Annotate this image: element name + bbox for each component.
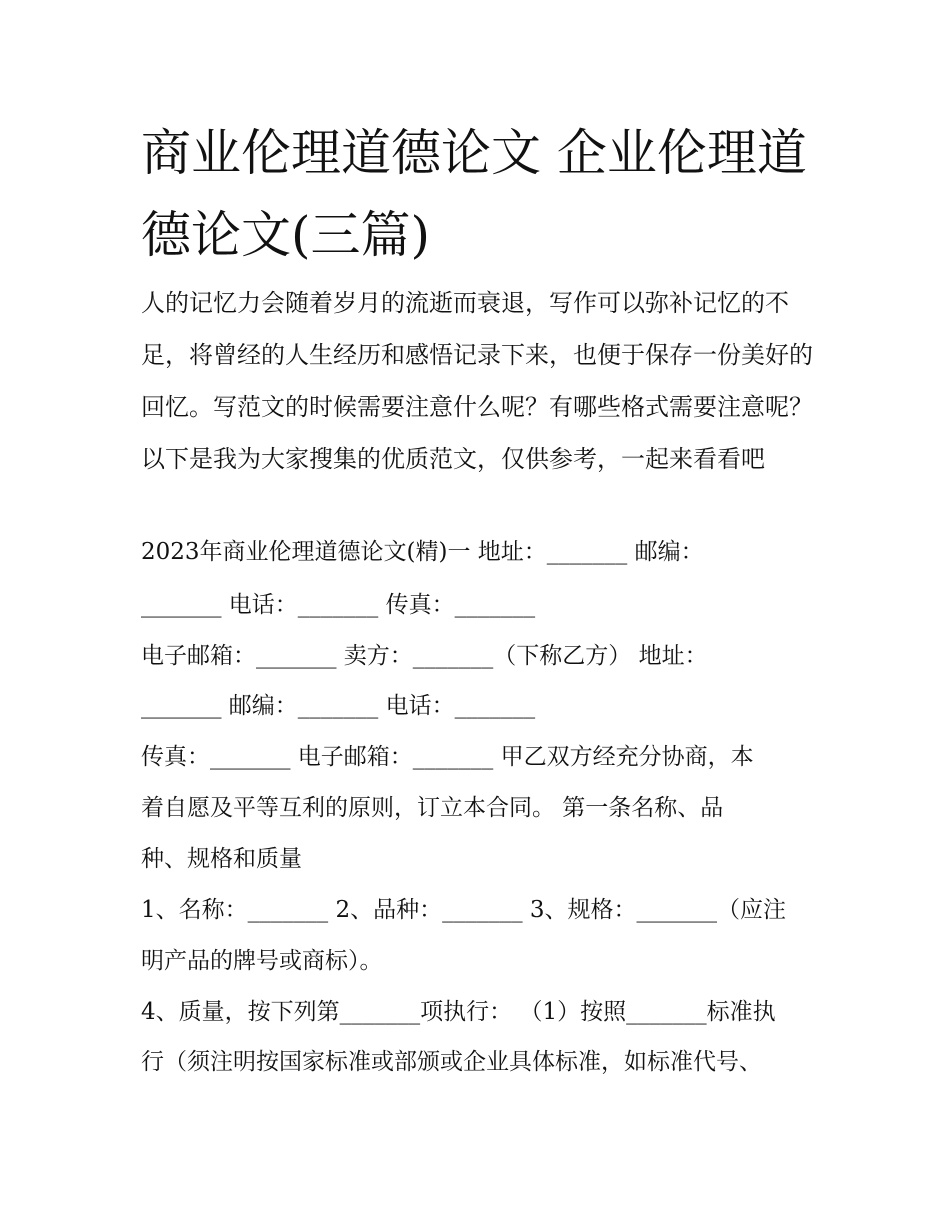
- contract-line-5: 传真：_______ 电子邮箱：_______ 甲乙双方经充分协商，本: [141, 744, 754, 770]
- intro-paragraph: 人的记忆力会随着岁月的流逝而衰退，写作可以弥补记忆的不足，将曾经的人生经历和感悟记录下来，也便于保存一份美好的回忆。写范文的时候需要注意什么呢？有哪些格式需要注意呢？以下是我为大家搜集的优质范文，仅供参考，一起来看看吧: [141, 289, 813, 473]
- contract-line-7: 种、规格和质量: [141, 846, 302, 872]
- contract-line-9: 明产品的牌号或商标）。: [141, 948, 383, 974]
- document-title: 商业伦理道德论文 企业伦理道德论文(三篇): [141, 124, 807, 264]
- contract-line-1: 2023年商业伦理道德论文(精)一 地址：_______ 邮编：: [141, 539, 704, 565]
- contract-line-4: _______ 邮编：_______ 电话：_______: [141, 693, 536, 719]
- contract-line-10: 4、质量，按下列第_______项执行： （1）按照_______标准执: [141, 999, 776, 1025]
- contract-line-3: 电子邮箱：_______ 卖方：_______（下称乙方） 地址：: [141, 643, 708, 669]
- contract-line-11: 行（须注明按国家标准或部颁或企业具体标准，如标准代号、: [141, 1049, 762, 1075]
- contract-line-2: _______ 电话：_______ 传真：_______: [141, 592, 536, 618]
- contract-line-6: 着自愿及平等互利的原则，订立本合同。 第一条名称、品: [141, 795, 724, 821]
- contract-line-8: 1、名称：_______ 2、品种：_______ 3、规格：_______（应注: [141, 897, 787, 923]
